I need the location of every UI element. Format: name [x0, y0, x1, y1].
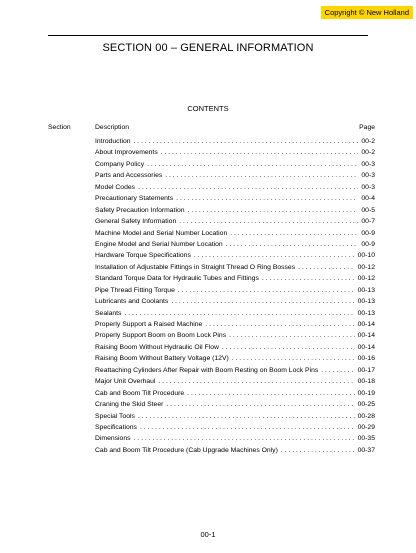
toc-entry[interactable] — [95, 445, 375, 456]
toc-entry-page: 00-37 — [357, 446, 375, 454]
toc-entry-title: Specifications — [95, 423, 137, 431]
section-title: SECTION 00 – GENERAL INFORMATION — [102, 42, 314, 54]
dot-leader — [230, 228, 358, 239]
toc-entry-title: Pipe Thread Fitting Torque — [95, 286, 175, 294]
toc-entry-title: Model Codes — [95, 183, 136, 191]
toc-entry[interactable] — [95, 193, 375, 204]
toc-entry-title: Introduction — [95, 138, 131, 145]
dot-leader — [188, 205, 359, 216]
column-header-description: Description — [95, 124, 129, 131]
dot-leader — [187, 388, 354, 399]
dot-leader — [298, 262, 354, 273]
dot-leader — [179, 216, 358, 227]
dot-leader — [232, 353, 355, 364]
toc-entry-page: 00-28 — [357, 412, 375, 420]
toc-entry[interactable] — [95, 342, 375, 353]
toc-entry-page: 00-5 — [361, 206, 375, 214]
toc-entry-title: Properly Support a Raised Machine — [95, 321, 203, 328]
toc-entry-page: 00-35 — [357, 435, 375, 443]
toc-entry-title: Machine Model and Serial Number Location — [95, 229, 228, 237]
dot-leader — [165, 170, 358, 181]
toc-entry[interactable] — [95, 159, 375, 170]
toc-entry-title: Raising Boom Without Battery Voltage (12V) — [95, 355, 229, 363]
toc-entry-title: About Improvements — [95, 149, 158, 157]
toc-entry[interactable] — [95, 273, 375, 284]
dot-leader — [166, 399, 354, 410]
toc-entry[interactable] — [95, 433, 375, 444]
toc-entry[interactable] — [95, 422, 375, 433]
toc-entry-title: Special Tools — [95, 412, 135, 420]
toc-entry-page: 00-9 — [361, 240, 375, 248]
dot-leader — [176, 193, 358, 204]
toc-entry-title: Parts and Accessories — [95, 172, 163, 180]
toc-entry-title: Installation of Adjustable Fittings in Straight Thread O Ring Bosses — [95, 263, 296, 271]
toc-entry[interactable] — [95, 388, 375, 399]
dot-leader — [140, 422, 355, 433]
toc-entry[interactable] — [95, 308, 375, 319]
toc-entry[interactable] — [95, 411, 375, 422]
dot-leader — [178, 285, 355, 296]
toc-entry-page: 00-10 — [357, 252, 375, 260]
toc-entry[interactable] — [95, 319, 375, 330]
toc-entry-page: 00-25 — [357, 401, 375, 409]
toc-entry[interactable] — [95, 365, 375, 376]
dot-leader — [194, 250, 355, 261]
toc-entry-title: Major Unit Overhaul — [95, 378, 156, 386]
toc-entry-page: 00-13 — [357, 298, 375, 306]
toc-entry[interactable] — [95, 205, 375, 216]
toc-entry[interactable] — [95, 399, 375, 410]
toc-entry[interactable] — [95, 147, 375, 158]
toc-entry-page: 00-17 — [357, 366, 375, 374]
toc-entry[interactable] — [95, 136, 375, 147]
toc-entry[interactable] — [95, 250, 375, 261]
dot-leader — [138, 182, 358, 193]
toc-entry-title: General Safety Information — [95, 218, 177, 226]
toc-entry-page: 00-29 — [357, 423, 375, 431]
toc-entry-page: 00-13 — [357, 309, 375, 317]
toc-entry-page: 00-14 — [357, 321, 375, 328]
dot-leader — [161, 147, 359, 158]
dot-leader — [147, 159, 358, 170]
toc-entry-title: Sealants — [95, 309, 122, 317]
toc-entry-page: 00-14 — [357, 343, 375, 351]
toc-entry-title: Standard Torque Data for Hydraulic Tubes and Fittings — [95, 275, 259, 283]
dot-leader — [262, 273, 355, 284]
toc-entry[interactable] — [95, 285, 375, 296]
header-rule — [48, 35, 368, 36]
page-number: 00-1 — [200, 530, 216, 539]
toc-entry-title: Safety Precaution Information — [95, 206, 185, 214]
dot-leader — [205, 319, 354, 330]
toc-entry-title: Company Policy — [95, 160, 145, 168]
dot-leader — [134, 433, 355, 444]
toc-entry-title: Craning the Skid Steer — [95, 401, 164, 409]
toc-list — [95, 136, 375, 456]
toc-entry-page: 00-18 — [357, 378, 375, 386]
toc-entry-title: Cab and Boom Tilt Procedure — [95, 389, 185, 397]
toc-entry-page: 00-2 — [361, 138, 375, 145]
dot-leader — [226, 239, 359, 250]
toc-entry-page: 00-19 — [357, 389, 375, 397]
dot-leader — [134, 136, 359, 147]
dot-leader — [158, 376, 354, 387]
dot-leader — [124, 308, 354, 319]
dot-leader — [229, 330, 355, 341]
toc-entry[interactable] — [95, 239, 375, 250]
toc-entry-page: 00-13 — [357, 286, 375, 294]
toc-entry[interactable] — [95, 353, 375, 364]
toc-entry[interactable] — [95, 170, 375, 181]
dot-leader — [138, 411, 355, 422]
toc-entry-title: Precautionary Statements — [95, 195, 174, 203]
toc-entry-title: Hardware Torque Specifications — [95, 252, 191, 260]
toc-entry-title: Raising Boom Without Hydraulic Oil Flow — [95, 343, 219, 351]
toc-entry[interactable] — [95, 262, 375, 273]
column-header-page: Page — [359, 124, 375, 131]
toc-entry-title: Dimensions — [95, 435, 131, 443]
toc-entry[interactable] — [95, 182, 375, 193]
dot-leader — [222, 342, 355, 353]
toc-entry-page: 00-12 — [357, 263, 375, 271]
dot-leader — [321, 365, 354, 376]
toc-entry[interactable] — [95, 376, 375, 387]
toc-entry-title: Properly Support Boom on Boom Lock Pins — [95, 332, 227, 340]
toc-entry-title: Cab and Boom Tilt Procedure (Cab Upgrade Machines Only) — [95, 446, 278, 454]
toc-entry-page: 00-7 — [361, 218, 375, 226]
contents-title: CONTENTS — [187, 104, 229, 113]
toc-entry-title: Lubricants and Coolants — [95, 298, 169, 306]
toc-entry-page: 00-3 — [361, 183, 375, 191]
toc-entry-title: Engine Model and Serial Number Location — [95, 240, 223, 248]
toc-entry-page: 00-2 — [361, 149, 375, 157]
toc-entry[interactable] — [95, 330, 375, 341]
toc-entry[interactable] — [95, 216, 375, 227]
toc-entry-page: 00-14 — [357, 332, 375, 340]
column-header-section: Section — [48, 124, 71, 131]
toc-entry-page: 00-12 — [357, 275, 375, 283]
dot-leader — [171, 296, 354, 307]
toc-entry-page: 00-3 — [361, 172, 375, 180]
toc-entry-page: 00-9 — [361, 229, 375, 237]
copyright-badge: Copyright © New Holland — [321, 6, 413, 19]
dot-leader — [281, 445, 355, 456]
toc-entry-page: 00-16 — [357, 355, 375, 363]
toc-entry-title: Reattaching Cylinders After Repair with Boom Resting on Boom Lock Pins — [95, 366, 319, 374]
toc-entry[interactable] — [95, 296, 375, 307]
toc-entry[interactable] — [95, 228, 375, 239]
toc-entry-page: 00-4 — [361, 195, 375, 203]
toc-entry-page: 00-3 — [361, 160, 375, 168]
